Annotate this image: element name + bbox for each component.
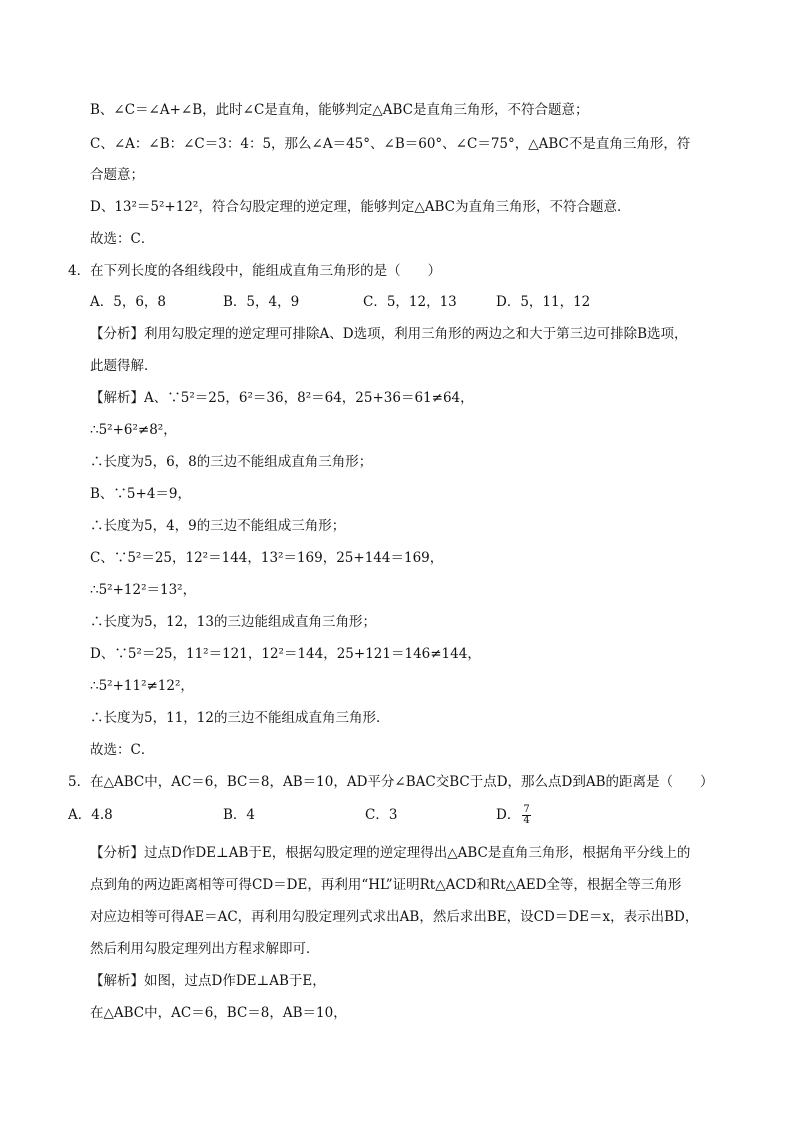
- option-d-label: D．: [496, 807, 521, 823]
- solution-line: 故选：C．: [90, 742, 155, 758]
- analysis-line: 此题得解．: [90, 358, 158, 374]
- solution-line: B、∵5+4＝9，: [90, 486, 191, 502]
- option-d: [496, 805, 531, 826]
- analysis-line: 点到角的两边距离相等可得CD＝DE，再利用“HL”证明Rt△ACD和Rt△AED全等，根据全等三角形: [90, 877, 682, 893]
- text-line: C、∠A：∠B：∠C＝3：4：5，那么∠A＝45°、∠B＝60°、∠C＝75°，△ABC不是直角三角形，符: [90, 136, 691, 152]
- option-a: A．5，6，8: [90, 294, 167, 310]
- solution-line: ∴5²+6²≠8²，: [90, 422, 177, 438]
- solution-line: 【解析】如图，过点D作DE⊥AB于E，: [90, 973, 326, 989]
- option-c: C．3: [365, 807, 398, 823]
- analysis-line: 【分析】利用勾股定理的逆定理可排除A、D选项，利用三角形的两边之和大于第三边可排除B选项，: [90, 326, 688, 342]
- solution-line: ∴长度为5，6，8的三边不能组成直角三角形；: [90, 454, 373, 470]
- option-c: C．5，12，13: [363, 294, 457, 310]
- question-4-stem: 4．在下列长度的各组线段中，能组成直角三角形的是（ ）: [68, 263, 442, 279]
- option-d: D．5，11，12: [496, 294, 591, 310]
- question-5-stem: 5．在△ABC中，AC＝6，BC＝8，AB＝10，AD平分∠BAC交BC于点D，那么点D到AB的距离是（ ）: [68, 774, 714, 790]
- analysis-line: 然后利用勾股定理列出方程求解即可．: [90, 941, 320, 957]
- question-5-options: [68, 805, 754, 825]
- option-b: B．4: [223, 807, 256, 823]
- option-b: B．5，4，9: [223, 294, 300, 310]
- solution-line: ∴长度为5，4，9的三边不能组成三角形；: [90, 518, 346, 534]
- analysis-line: 【分析】过点D作DE⊥AB于E，根据勾股定理的逆定理得出△ABC是直角三角形，根据角平分线上的: [90, 845, 691, 861]
- fraction: [522, 805, 530, 826]
- question-4-options: [90, 292, 754, 312]
- text-line: 故选：C．: [90, 231, 155, 247]
- solution-line: ∴5²+12²＝13²，: [90, 582, 197, 598]
- solution-line: ∴长度为5，11，12的三边不能组成直角三角形．: [90, 710, 390, 726]
- fraction-numerator: 7: [523, 804, 530, 815]
- solution-line: D、∵5²＝25，11²＝121，12²＝144，25+121＝146≠144，: [90, 646, 481, 662]
- solution-line: 在△ABC中，AC＝6，BC＝8，AB＝10，: [90, 1005, 347, 1021]
- text-line: 合题意；: [90, 167, 144, 183]
- option-a: A．4.8: [68, 807, 113, 823]
- fraction-denominator: 4: [523, 815, 530, 826]
- solution-line: ∴长度为5，12，13的三边能组成直角三角形；: [90, 614, 376, 630]
- solution-line: ∴5²+11²≠12²，: [90, 678, 194, 694]
- analysis-line: 对应边相等可得AE＝AC，再利用勾股定理列式求出AB，然后求出BE，设CD＝DE＝x，表示出BD，: [90, 909, 699, 925]
- solution-line: 【解析】A、∵5²＝25，6²＝36，8²＝64，25+36＝61≠64，: [90, 390, 474, 406]
- text-line: D、13²＝5²+12²，符合勾股定理的逆定理，能够判定△ABC为直角三角形，不符合题意．: [90, 199, 631, 215]
- text-line: B、∠C＝∠A+∠B，此时∠C是直角，能够判定△ABC是直角三角形，不符合题意；: [90, 102, 589, 118]
- solution-line: C、∵5²＝25，12²＝144，13²＝169，25+144＝169，: [90, 550, 444, 566]
